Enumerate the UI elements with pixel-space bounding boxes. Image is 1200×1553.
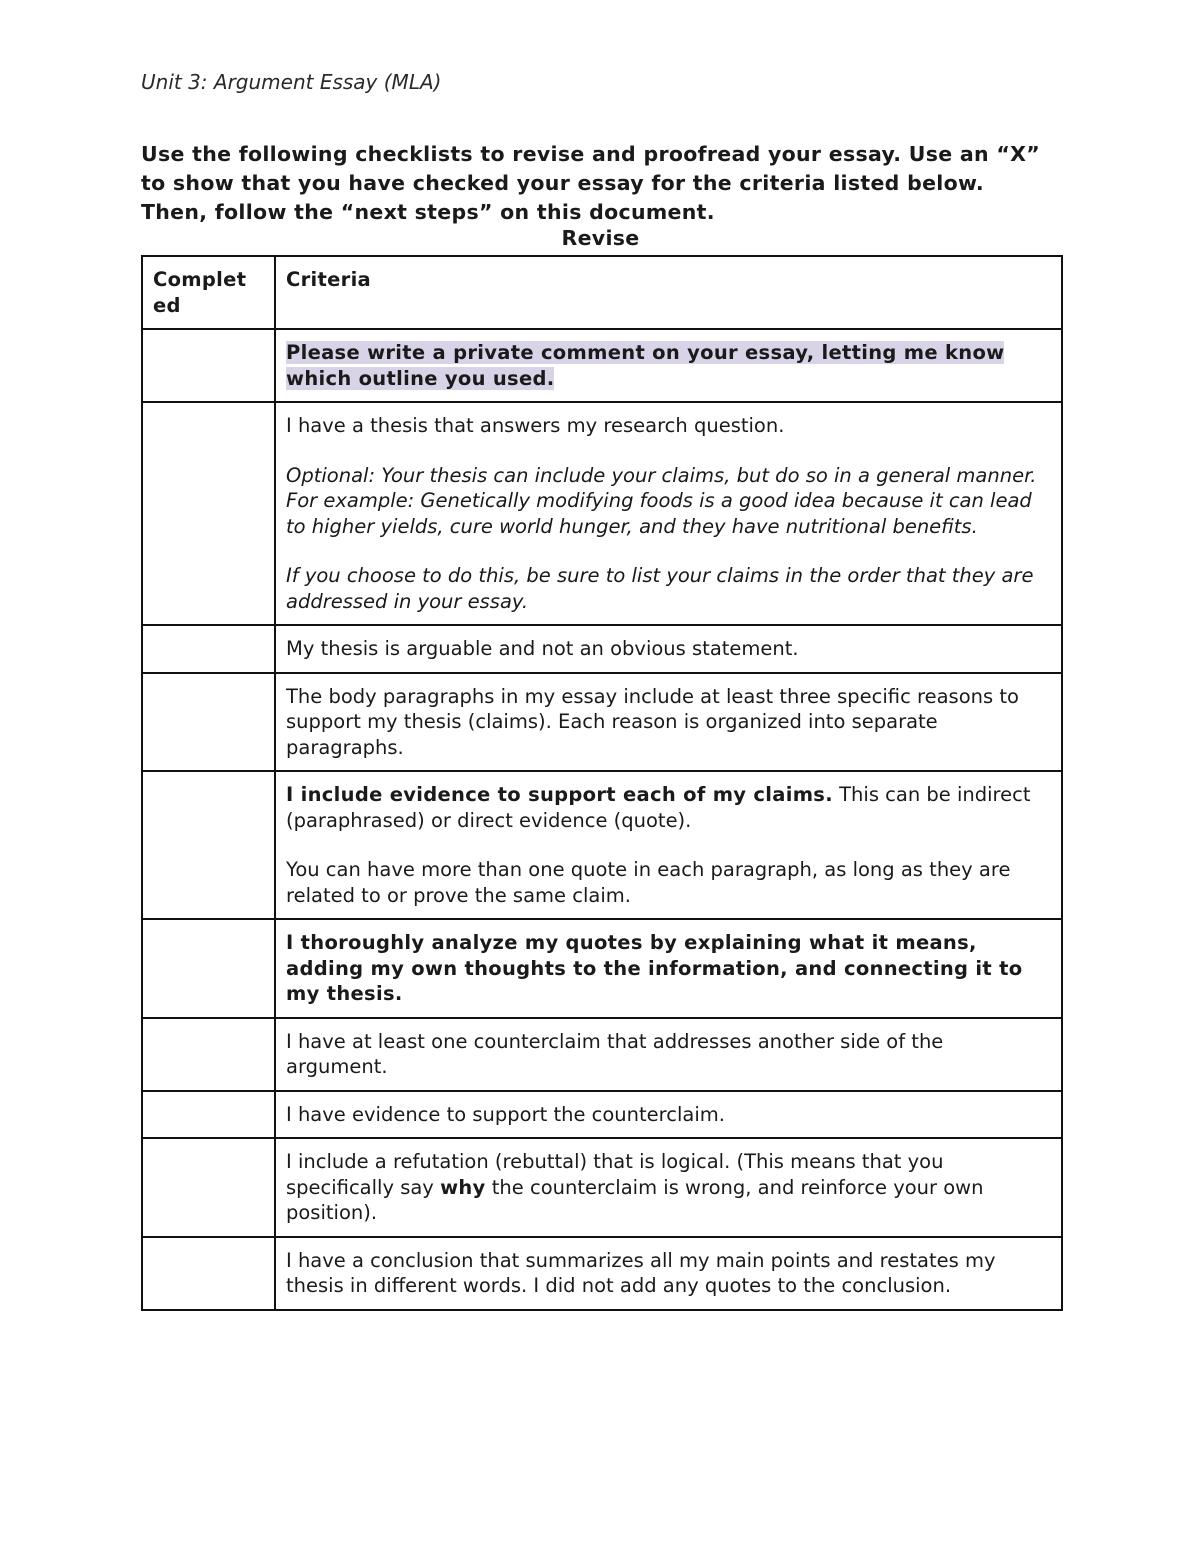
criteria-cell [275, 673, 1062, 772]
criteria-cell [275, 329, 1062, 402]
criteria-cell [275, 771, 1062, 919]
criteria-cell [275, 1091, 1062, 1139]
table-row [142, 625, 1062, 673]
criteria-note-italic: Optional: Your thesis can include your claims, but do so in a general manner. For example: Genetically modifying foods is a good idea because it can lead to higher yields, cure world hunger, and they have nutritional benefits. [286, 463, 1037, 538]
completed-cell[interactable] [142, 402, 275, 625]
criteria-text: My thesis is arguable and not an obvious statement. [286, 637, 799, 660]
criteria-text: This can be indirect (paraphrased) or direct evidence (quote). [286, 783, 1031, 832]
column-header-criteria-label: Criteria [286, 268, 372, 291]
criteria-text: the counterclaim is wrong, and reinforce your own position). [286, 1175, 984, 1224]
criteria-text: I have evidence to support the counterclaim. [286, 1102, 725, 1126]
revise-checklist-table [141, 255, 1063, 1311]
completed-cell[interactable] [142, 771, 275, 919]
criteria-cell [275, 625, 1062, 673]
criteria-text-bold: why [440, 1175, 486, 1199]
table-row [142, 673, 1062, 772]
criteria-text: I have a conclusion that summarizes all my main points and restates my thesis in different words. I did not add any quotes to the conclusion. [286, 1248, 996, 1297]
page-header: Unit 3: Argument Essay (MLA) [141, 70, 442, 94]
criteria-cell [275, 1237, 1062, 1310]
table-row [142, 1237, 1062, 1310]
section-title: Revise [561, 226, 640, 250]
instructions-text: Use the following checklists to revise and proofread your essay. Use an “X” to show that you have checked your essay for the criteria listed below. Then, follow the “next steps” on this document. [141, 142, 1041, 224]
table-row [142, 1091, 1062, 1139]
criteria-text: I have a thesis that answers my research question. [286, 414, 785, 437]
completed-cell[interactable] [142, 673, 275, 772]
criteria-note-italic: If you choose to do this, be sure to list your claims in the order that they are addressed in your essay. [286, 564, 1034, 613]
completed-cell[interactable] [142, 329, 275, 402]
criteria-text: You can have more than one quote in each paragraph, as long as they are related to or prove the same claim. [286, 858, 1011, 907]
criteria-text-bold: I thoroughly analyze my quotes by explaining what it means, adding my own thoughts to the information, and connecting it to my thesis. [286, 931, 1023, 1005]
table-row [142, 919, 1062, 1018]
table-header-row [142, 256, 1062, 329]
criteria-cell [275, 402, 1062, 625]
criteria-text-bold: I include evidence to support each of my claims. [286, 783, 833, 806]
completed-cell[interactable] [142, 1091, 275, 1139]
table-row [142, 329, 1062, 402]
criteria-text: I include a refutation (rebuttal) that is logical. (This means that you specifically say [286, 1150, 944, 1199]
column-header-completed-label: Complet ed [153, 268, 247, 317]
completed-cell[interactable] [142, 1018, 275, 1091]
table-row [142, 402, 1062, 625]
criteria-text-highlighted: Please write a private comment on your essay, letting me know which outline you used. [286, 341, 1005, 390]
criteria-cell [275, 1138, 1062, 1237]
column-header-criteria [275, 256, 1062, 329]
table-row [142, 1018, 1062, 1091]
table-row [142, 771, 1062, 919]
criteria-cell [275, 919, 1062, 1018]
completed-cell[interactable] [142, 1138, 275, 1237]
criteria-cell [275, 1018, 1062, 1091]
criteria-text: I have at least one counterclaim that addresses another side of the argument. [286, 1029, 944, 1078]
column-header-completed [142, 256, 275, 329]
criteria-text: The body paragraphs in my essay include at least three specific reasons to support my thesis (claims). Each reason is organized into separate paragraphs. [286, 684, 1019, 759]
completed-cell[interactable] [142, 1237, 275, 1310]
table-row [142, 1138, 1062, 1237]
completed-cell[interactable] [142, 625, 275, 673]
completed-cell[interactable] [142, 919, 275, 1018]
